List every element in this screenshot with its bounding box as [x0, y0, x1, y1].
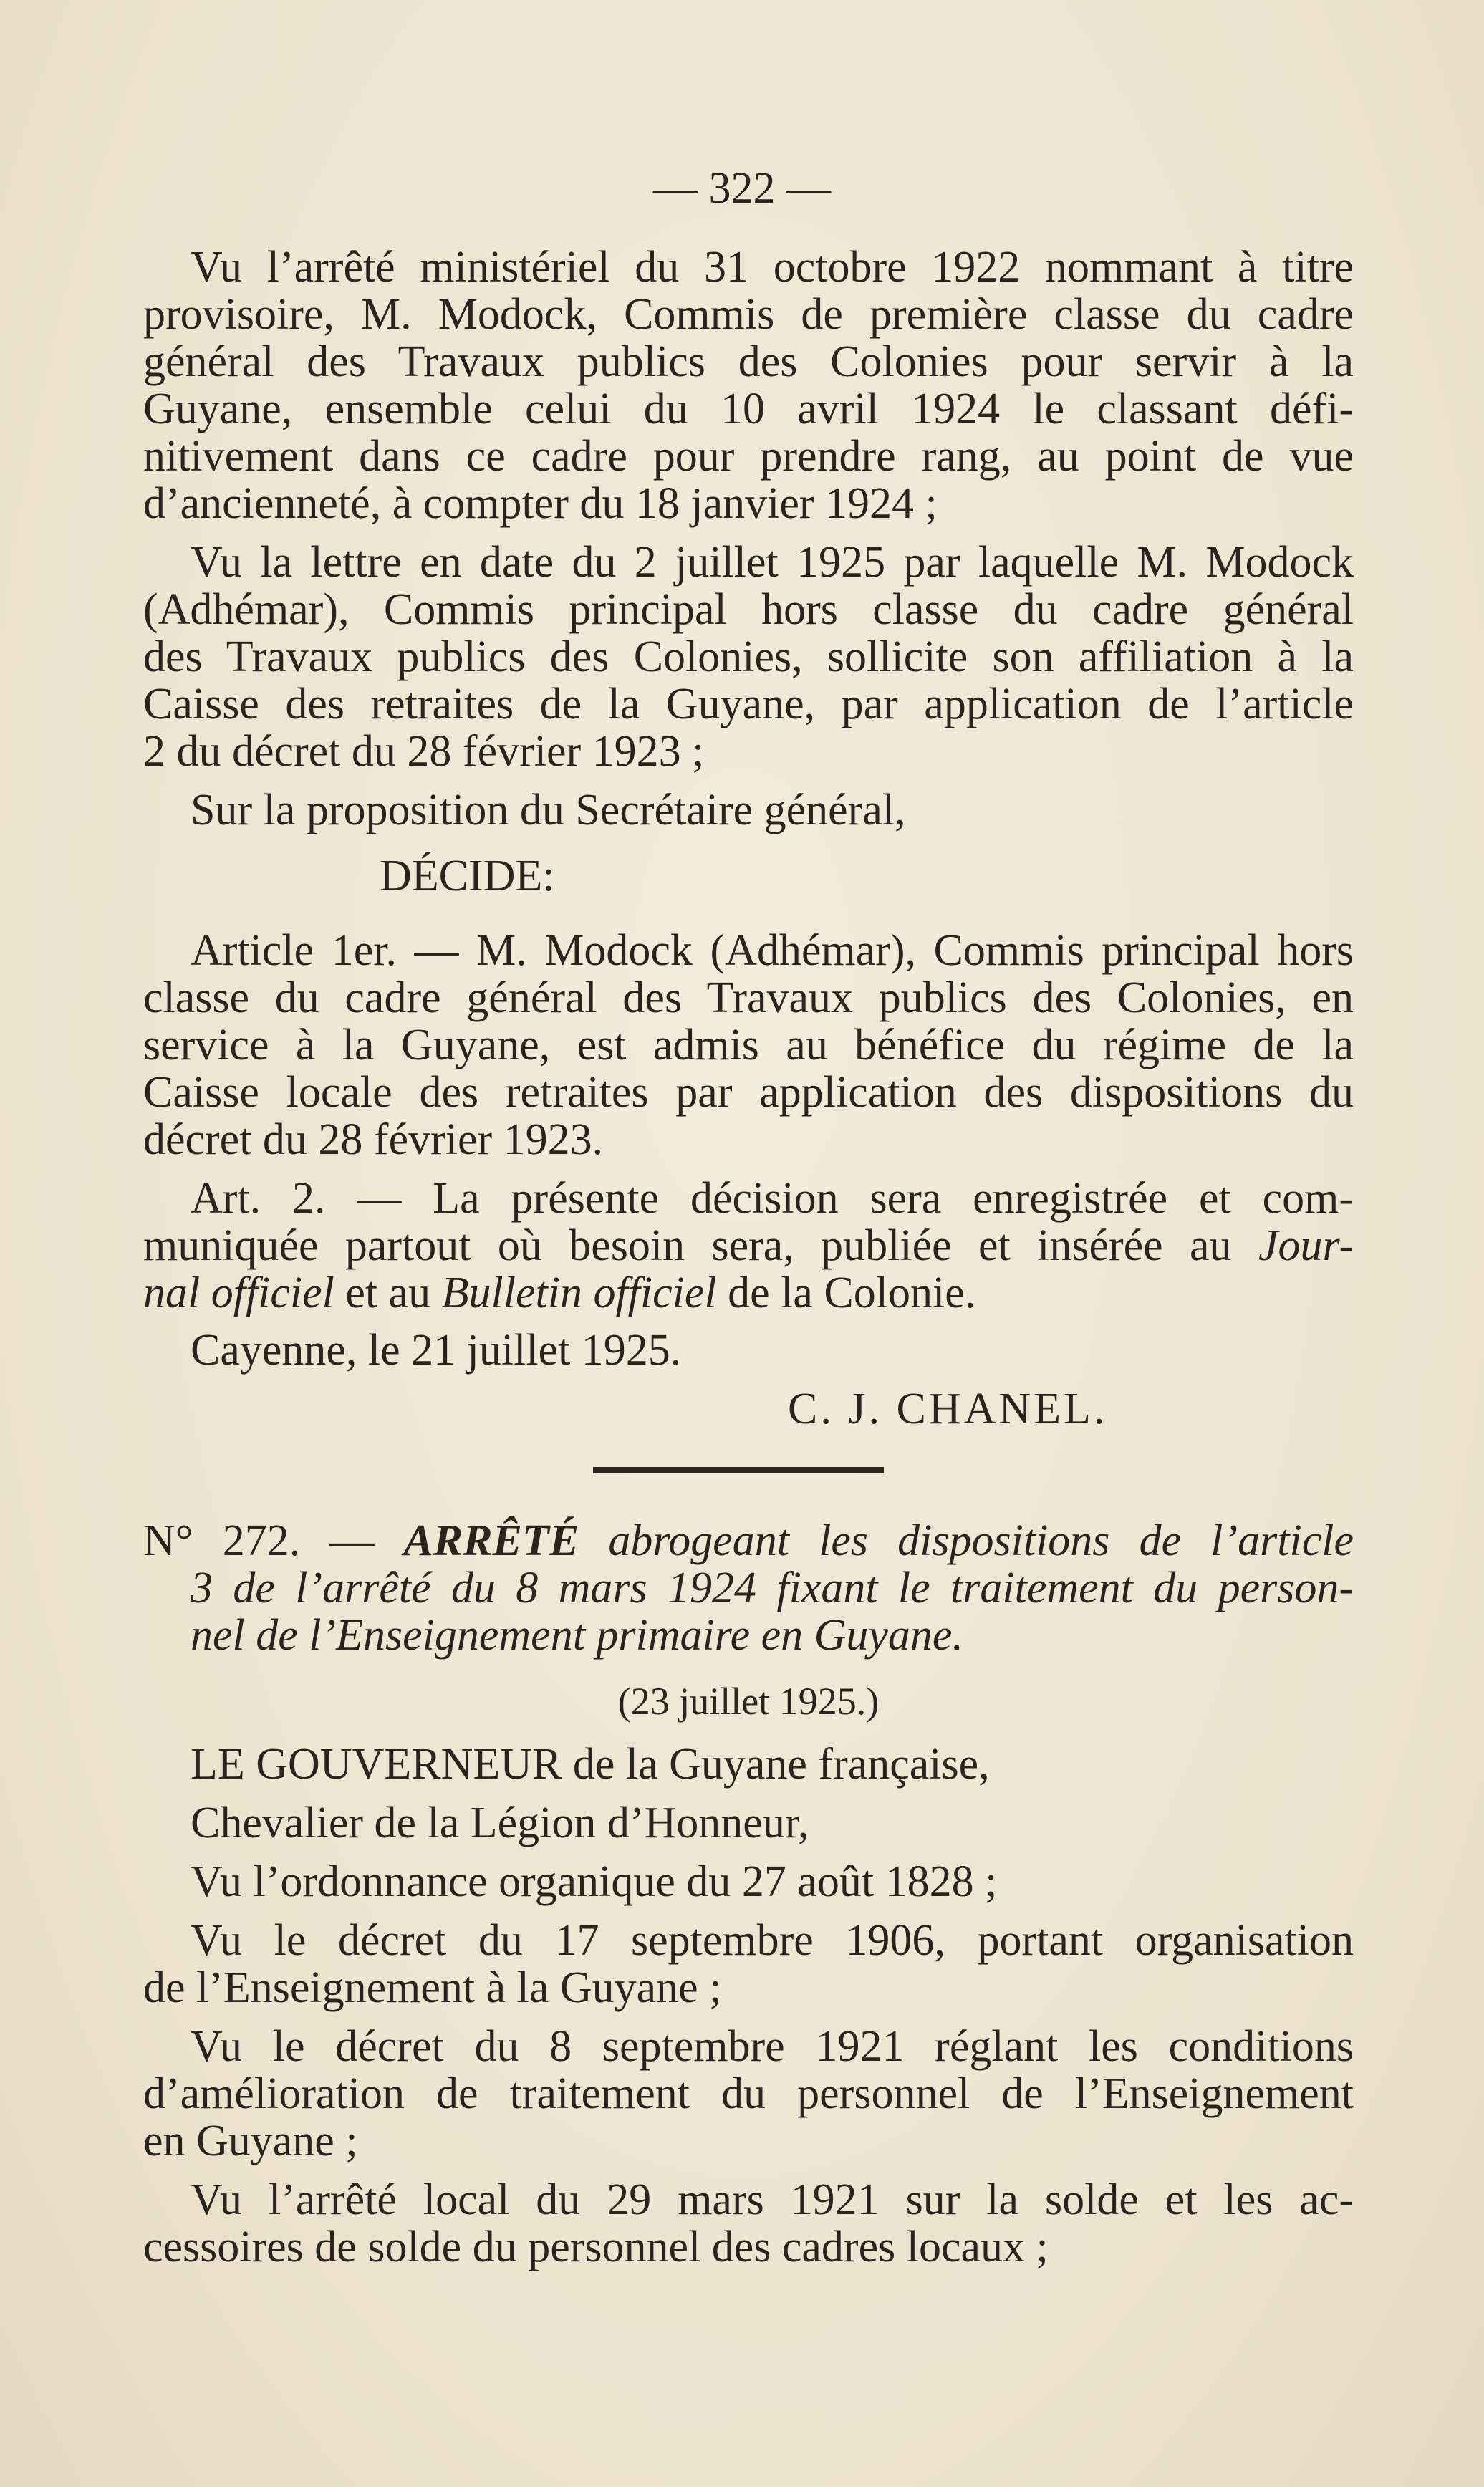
article-2-line: [143, 1269, 1354, 1317]
decree-heading-text: abrogeant les dispositions de l’article: [579, 1516, 1354, 1565]
article-2-text: de la Colonie.: [716, 1269, 976, 1317]
paragraph-line: général des Travaux publics des Colonies pour servir à la: [143, 337, 1354, 386]
bulletin-officiel: Bulletin officiel: [441, 1269, 717, 1317]
decide-label: DÉCIDE:: [380, 852, 555, 900]
article-1-line: service à la Guyane, est admis au bénéfice du régime de la: [143, 1021, 1354, 1069]
visa-line: Vu le décret du 17 septembre 1906, portant organisation: [191, 1916, 1354, 1965]
signature: C. J. CHANEL.: [788, 1385, 1108, 1433]
visa-line: Vu l’ordonnance organique du 27 août 1828 ;: [191, 1857, 998, 1906]
paragraph-line: Vu la lettre en date du 2 juillet 1925 par laquelle M. Modock: [191, 538, 1354, 587]
visa-line: cessoires de solde du personnel des cadres locaux ;: [143, 2223, 1049, 2271]
visa-line: de l’Enseignement à la Guyane ;: [143, 1963, 722, 2012]
paragraph-line: provisoire, M. Modock, Commis de première classe du cadre: [143, 290, 1354, 339]
decree-heading-line: nel de l’Enseignement primaire en Guyane.: [191, 1611, 963, 1660]
article-1-line: Article 1er. — M. Modock (Adhémar), Commis principal hors: [191, 926, 1354, 975]
decree-type: ARRÊTÉ: [403, 1516, 579, 1565]
visa-line: d’amélioration de traitement du personnel de l’Enseignement: [143, 2069, 1354, 2118]
paragraph-line: 2 du décret du 28 février 1923 ;: [143, 727, 705, 776]
paragraph-line: Caisse des retraites de la Guyane, par application de l’article: [143, 680, 1354, 728]
journal-word: Jour-: [1258, 1221, 1354, 1270]
signing-date: Cayenne, le 21 juillet 1925.: [191, 1326, 682, 1375]
decide-heading: [143, 852, 1354, 900]
article-2-text: et au: [334, 1269, 442, 1317]
visa-line: en Guyane ;: [143, 2117, 358, 2165]
visa-line: Vu le décret du 8 septembre 1921 réglant les conditions: [191, 2022, 1354, 2071]
section-divider: [593, 1467, 884, 1473]
journal-officiel: nal officiel: [143, 1269, 334, 1317]
decree-heading-line: [143, 1517, 1354, 1564]
decree-number: N° 272. —: [143, 1516, 404, 1565]
page-number: — 322 —: [653, 164, 831, 213]
article-2-line: Art. 2. — La présente décision sera enregistrée et com-: [191, 1174, 1354, 1223]
paragraph-line: Guyane, ensemble celui du 10 avril 1924 le classant défi-: [143, 385, 1354, 433]
governor-line: [143, 1741, 1354, 1788]
paragraph-line: (Adhémar), Commis principal hors classe du cadre général: [143, 585, 1354, 634]
governor-title: LE GOUVERNEUR: [191, 1740, 562, 1789]
article-2-line: [143, 1222, 1354, 1269]
paragraph-line: des Travaux publics des Colonies, sollicite son affiliation à la: [143, 632, 1354, 681]
visa-line: Vu l’arrêté local du 29 mars 1921 sur la solde et les ac-: [191, 2175, 1354, 2224]
paragraph-line: d’ancienneté, à compter du 18 janvier 1924 ;: [143, 479, 938, 528]
paragraph-line: Vu l’arrêté ministériel du 31 octobre 1922 nommant à titre: [191, 243, 1354, 292]
paragraph-line: Sur la proposition du Secrétaire général,: [191, 786, 906, 834]
article-2-text: muniquée partout où besoin sera, publiée et insérée au: [143, 1221, 1258, 1270]
decree-date: (23 juillet 1925.): [617, 1680, 880, 1723]
decree-heading-line: 3 de l’arrêté du 8 mars 1924 fixant le traitement du person-: [191, 1564, 1354, 1612]
article-1-line: décret du 28 février 1923.: [143, 1115, 604, 1164]
chevalier-line: Chevalier de la Légion d’Honneur,: [191, 1799, 809, 1847]
article-1-line: classe du cadre général des Travaux publics des Colonies, en: [143, 973, 1354, 1022]
paragraph-line: nitivement dans ce cadre pour prendre rang, au point de vue: [143, 432, 1354, 481]
article-1-line: Caisse locale des retraites par application des dispositions du: [143, 1068, 1354, 1117]
governor-rest: de la Guyane française,: [562, 1740, 990, 1789]
